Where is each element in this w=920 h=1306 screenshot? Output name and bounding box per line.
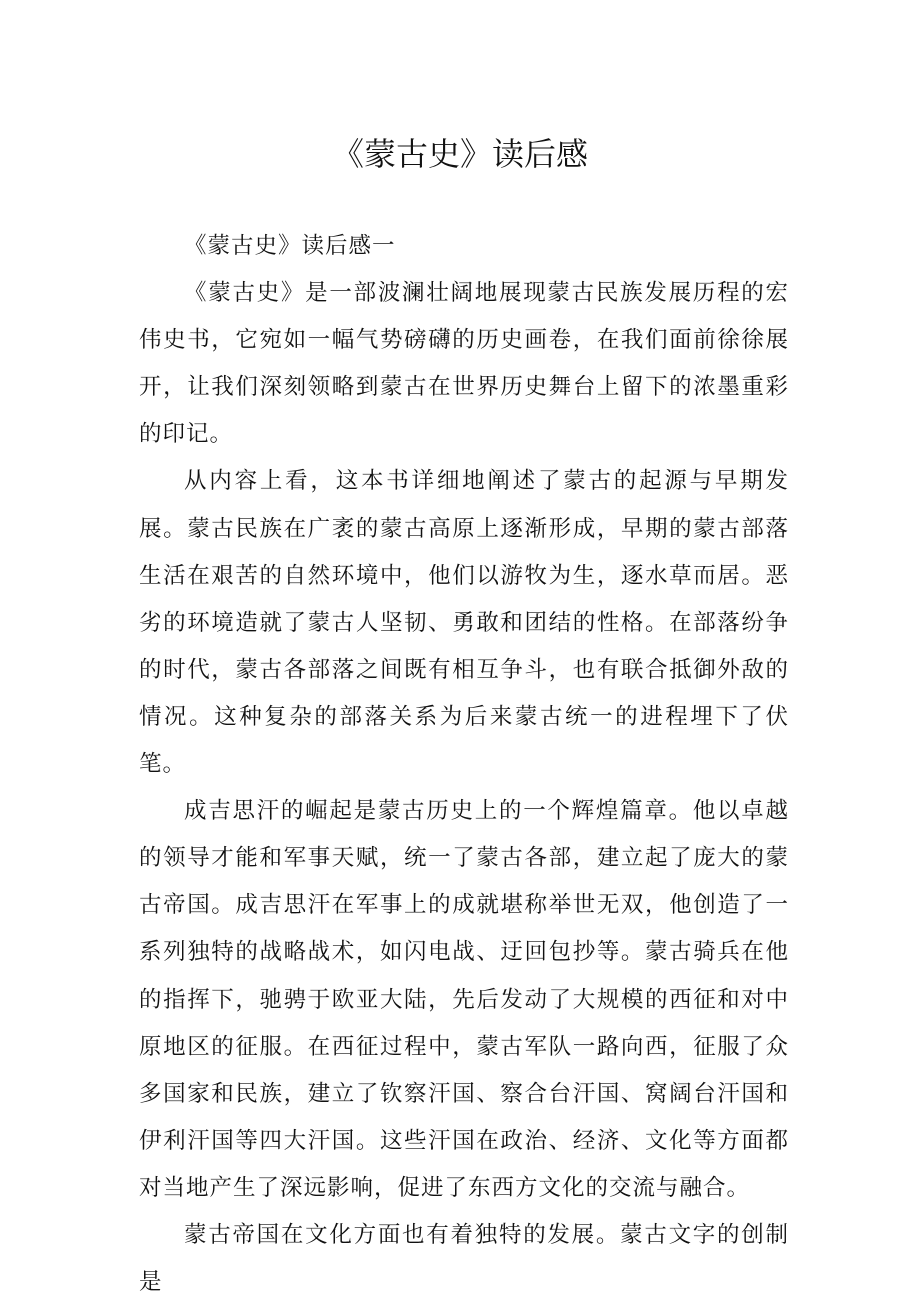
paragraph-4: 蒙古帝国在文化方面也有着独特的发展。蒙古文字的创制是 xyxy=(139,1221,789,1296)
paragraph-1: 《蒙古史》是一部波澜壮阔地展现蒙古民族发展历程的宏伟史书，它宛如一幅气势磅礴的历史画卷，在我们面前徐徐展开，让我们深刻领略到蒙古在世界历史舞台上留下的浓墨重彩的印记。 xyxy=(139,280,789,448)
document-title: 《蒙古史》读后感 xyxy=(331,135,588,173)
paragraph-3: 成吉思汗的崛起是蒙古历史上的一个辉煌篇章。他以卓越的领导才能和军事天赋，统一了蒙古各部，建立起了庞大的蒙古帝国。成吉思汗在军事上的成就堪称举世无双，他创造了一系列独特的战略战术，如闪电战、迂回包抄等。蒙古骑兵在他的指挥下，驰骋于欧亚大陆，先后发动了大规模的西征和对中原地区的征服。在西征过程中，蒙古军队一路向西，征服了众多国家和民族，建立了钦察汗国、察合台汗国、窝阔台汗国和伊利汗国等四大汗国。这些汗国在政治、经济、文化等方面都对当地产生了深远影响，促进了东西方文化的交流与融合。 xyxy=(139,798,789,1201)
paragraph-2: 从内容上看，这本书详细地阐述了蒙古的起源与早期发展。蒙古民族在广袤的蒙古高原上逐渐形成，早期的蒙古部落生活在艰苦的自然环境中，他们以游牧为生，逐水草而居。恶劣的环境造就了蒙古人坚韧、勇敢和团结的性格。在部落纷争的时代，蒙古各部落之间既有相互争斗，也有联合抵御外敌的情况。这种复杂的部落关系为后来蒙古统一的进程埋下了伏笔。 xyxy=(139,468,789,778)
document-body xyxy=(139,223,789,1306)
section-subheading: 《蒙古史》读后感一 xyxy=(184,233,396,259)
